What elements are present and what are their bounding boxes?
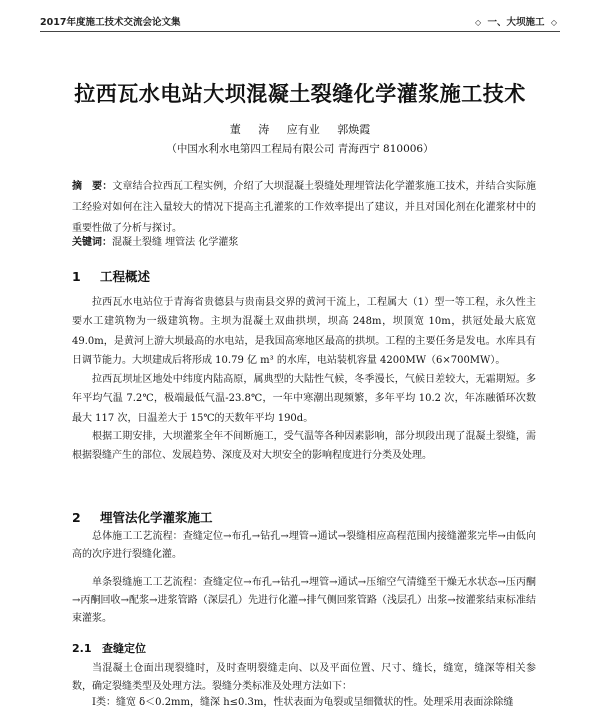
paragraph: 单条裂缝施工工艺流程：查缝定位→布孔→钻孔→埋管→通试→压缩空气清缝至干燥无水状态→压丙酮→丙酮回收→配浆→进浆管路（深层孔）先进行化灌→排气侧回浆管路（浅层孔）出浆→按灌浆结束标准结束灌浆。: [72, 577, 536, 624]
section-heading-1: [72, 267, 150, 285]
section-title: 埋管法化学灌浆施工: [100, 510, 213, 525]
diamond-icon: ◇: [475, 18, 482, 27]
paragraph: 当混凝土仓面出现裂缝时，及时查明裂缝走向、以及平面位置、尺寸、缝长，缝宽，缝深等相关参数，确定裂缝类型及处理方法。裂缝分类标准及处理方法如下：: [72, 663, 536, 692]
abstract: [72, 176, 536, 239]
subsection-title: 查缝定位: [102, 642, 146, 655]
paragraph: 拉西瓦水电站位于青海省贵德县与贵南县交界的黄河干流上，工程属大（1）型一等工程，永久性主要水工建筑物为一级建筑物。主坝为混凝土双曲拱坝，坝高 248m，坝顶宽 10m，拱冠处最大底宽 49.0m，是黄河上游大坝最高的水电站，是我国高寒地区最高的拱坝。工程的主要任务是发电。水库具有日调节能力。大坝建成后将形成 10.79 亿 m³ 的水库，电站装机容量 4200MW（6×700MW）。: [72, 297, 536, 367]
subsection-heading: [72, 640, 146, 656]
paragraph: 拉西瓦坝址区地处中纬度内陆高原，属典型的大陆性气候，冬季漫长，气候日差较大，无霜期短。多年平均气温 7.2℃，极端最低气温-23.8℃，一年中寒潮出现频繁，多年平均 10.2 次，年冻融循环次数最大 117 次，日温差大于 15℃的天数年平均 190d。: [72, 374, 536, 424]
subsection-number: 2.1: [72, 642, 92, 655]
keywords: [72, 235, 536, 251]
paragraph: 根据工期安排，大坝灌浆全年不间断施工，受气温等各种因素影响，部分坝段出现了混凝土裂缝，需根据裂缝产生的部位、发展趋势、深度及对大坝安全的影响程度进行分类及处理。: [72, 431, 536, 462]
section-heading-2: [72, 508, 213, 526]
paper-affiliation: （中国水利水电第四工程局有限公司 青海西宁 810006）: [166, 143, 434, 155]
running-header: [40, 12, 560, 30]
paper-title: 拉西瓦水电站大坝混凝土裂缝化学灌浆施工技术: [74, 82, 526, 106]
keywords-label: 关键词：: [72, 237, 112, 248]
header-divider: [40, 31, 560, 32]
diamond-icon: ◇: [550, 18, 557, 27]
header-left: 2017年度施工技术交流会论文集: [40, 17, 181, 28]
paragraph: 总体施工工艺流程：查缝定位→布孔→钻孔→埋管→通试→裂缝相应高程范围内接缝灌浆完毕→由低向高的次序进行裂缝化灌。: [72, 531, 536, 560]
header-right: 一、大坝施工: [487, 17, 545, 28]
header-right-group: [472, 14, 560, 28]
section-number: 2: [72, 510, 81, 525]
paragraph: Ⅰ类：缝宽 δ＜0.2mm，缝深 h≤0.3m，性状表面为龟裂或呈细微状的性。处理采用表面涂除缝: [92, 697, 514, 708]
section-number: 1: [72, 269, 81, 284]
abstract-label: 摘 要：: [72, 181, 113, 192]
keywords-text: 混凝土裂缝 埋管法 化学灌浆: [112, 237, 239, 248]
abstract-text: 文章结合拉西瓦工程实例，介绍了大坝混凝土裂缝处理埋管法化学灌浆施工技术，并结合实际施工经验对如何在注入量较大的情况下提高主孔灌浆的工作效率提出了建议，并且对国化剂在化灌浆材中的重要性做了分析与探讨。: [72, 181, 537, 234]
paper-authors: 董 涛 应有业 郭焕霞: [229, 123, 371, 136]
section-title: 工程概述: [100, 269, 151, 284]
